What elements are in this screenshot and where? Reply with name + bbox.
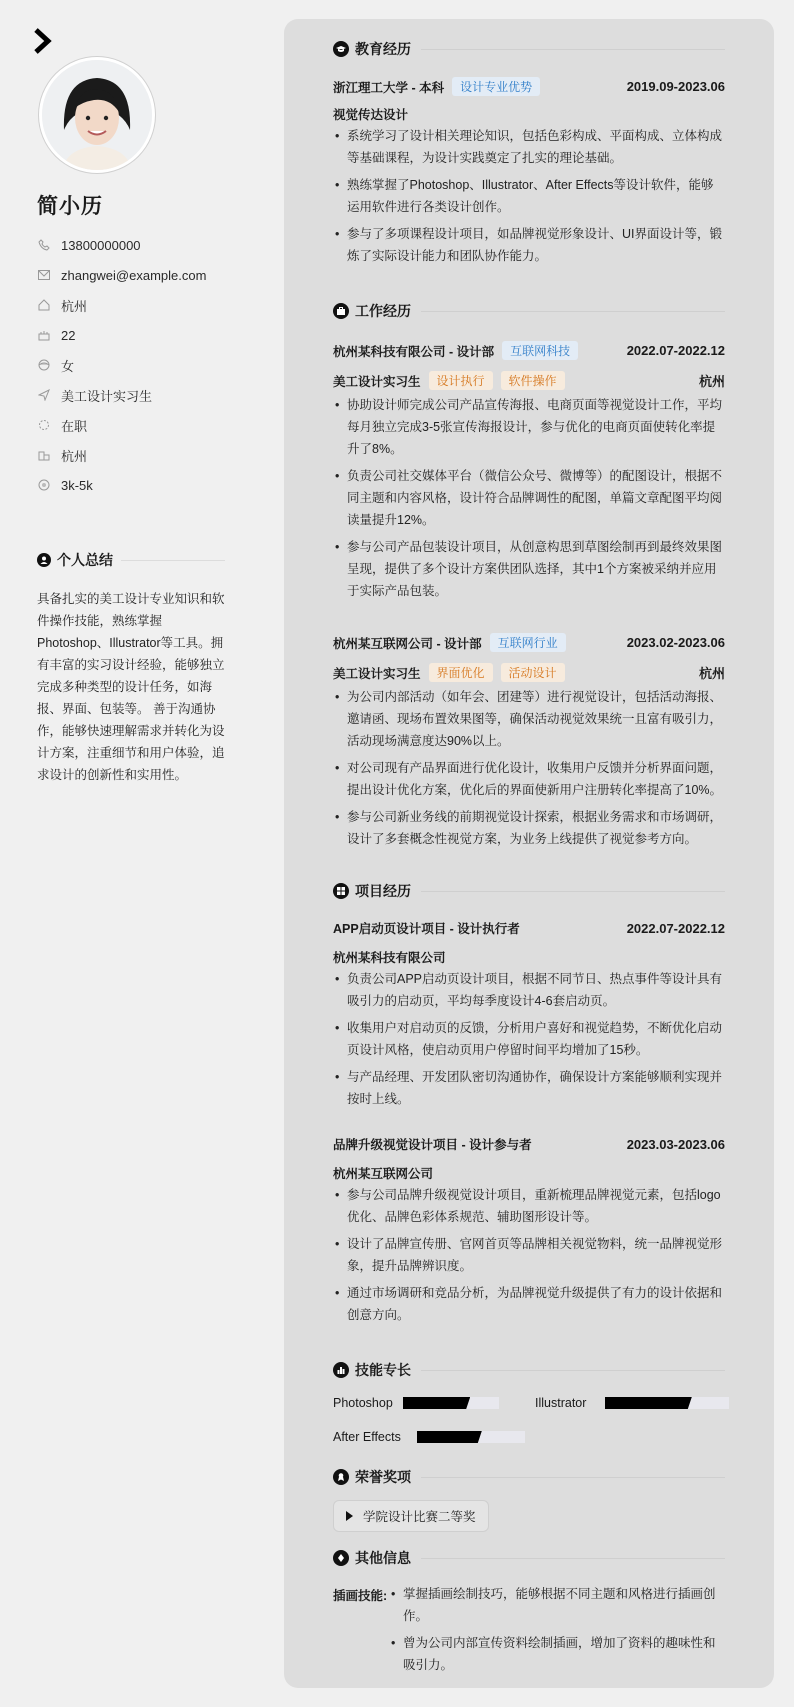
phone-icon <box>37 238 51 252</box>
info-icon <box>333 1550 349 1566</box>
list-item: • 参与公司产品包装设计项目，从创意构思到草图绘制再到最终效果图呈现，提供了多个设计方案供团队选择，其中1个方案被采纳并应用于实际产品包装。 <box>333 536 725 602</box>
job-2-role-row <box>333 663 725 682</box>
project-2-date: 2023.03-2023.06 <box>626 1136 725 1152</box>
age-icon <box>37 328 51 342</box>
divider <box>421 1370 725 1371</box>
info-position <box>37 380 206 410</box>
info-email <box>37 260 206 290</box>
info-phone <box>37 230 206 260</box>
list-item: • 通过市场调研和竞品分析，为品牌视觉升级提供了有力的设计依据和创意方向。 <box>333 1282 725 1326</box>
job-1-company: 杭州某科技有限公司 - 设计部 <box>333 344 495 359</box>
education-heading <box>333 39 725 59</box>
project-1-date: 2022.07-2022.12 <box>626 920 725 936</box>
info-home <box>37 290 206 320</box>
candidate-name: 简小历 <box>37 195 103 218</box>
education-title: 教育经历 <box>355 41 411 57</box>
job-1-header-row <box>333 341 725 360</box>
project-1-bullets <box>333 968 725 1115</box>
education-header-row <box>333 77 725 96</box>
education-tag: 设计专业优势 <box>452 77 540 96</box>
list-item: • 收集用户对启动页的反馈，分析用户喜好和视觉趋势，不断优化启动页设计风格，使启动页用户停留时间平均增加了15秒。 <box>333 1017 725 1061</box>
divider <box>121 560 225 561</box>
phone-text: 13800000000 <box>61 237 141 253</box>
work-heading <box>333 301 725 321</box>
job-2-industry-tag: 互联网行业 <box>490 633 566 652</box>
mail-icon <box>37 268 51 282</box>
skills-heading <box>333 1360 725 1380</box>
bar-chart-icon <box>333 1362 349 1378</box>
other-title: 其他信息 <box>355 1550 411 1566</box>
job-2-bullets <box>333 686 725 855</box>
job-1-role-row <box>333 371 725 390</box>
projects-heading <box>333 881 725 901</box>
project-2-company-row <box>333 1164 725 1182</box>
divider <box>421 1558 725 1559</box>
other-heading <box>333 1548 725 1568</box>
info-salary <box>37 470 206 500</box>
skill-name: Photoshop <box>333 1396 393 1410</box>
skill-bar <box>417 1431 525 1443</box>
gender-text: 女 <box>61 358 75 374</box>
skill-name: After Effects <box>333 1430 401 1444</box>
job-2-skill-tag: 活动设计 <box>501 663 565 682</box>
divider <box>421 49 725 50</box>
awards-heading <box>333 1467 725 1487</box>
projects-title: 项目经历 <box>355 883 411 899</box>
project-2-company: 杭州某互联网公司 <box>333 1167 434 1181</box>
info-gender <box>37 350 206 380</box>
skill-bar-fill <box>605 1397 692 1409</box>
list-item: • 熟练掌握了Photoshop、Illustrator、After Effects等设计软件，能够运用软件进行各类设计创作。 <box>333 174 725 218</box>
play-icon <box>346 1511 353 1521</box>
list-item: • 协助设计师完成公司产品宣传海报、电商页面等视觉设计工作，平均每月独立完成3-5张宣传海报设计，参与优化的电商页面使转化率提升了8%。 <box>333 394 725 460</box>
divider <box>421 311 725 312</box>
user-circle-icon <box>37 553 51 567</box>
graduation-cap-icon <box>333 41 349 57</box>
skill-bar-fill <box>403 1397 470 1409</box>
job-1-city: 杭州 <box>698 374 725 389</box>
list-item: • 与产品经理、开发团队密切沟通协作，确保设计方案能够顺利实现并按时上线。 <box>333 1066 725 1110</box>
job-2-company: 杭州某互联网公司 - 设计部 <box>333 636 482 651</box>
major-name: 视觉传达设计 <box>333 108 409 122</box>
awards-title: 荣誉奖项 <box>355 1469 411 1485</box>
job-1-role: 美工设计实习生 <box>333 374 421 389</box>
project-2-bullets <box>333 1184 725 1331</box>
grid-icon <box>333 883 349 899</box>
job-2-header-row <box>333 633 725 652</box>
list-item: • 参与公司品牌升级视觉设计项目，重新梳理品牌视觉元素，包括logo优化、品牌色彩体系规范、辅助图形设计等。 <box>333 1184 725 1228</box>
skill-bar <box>403 1397 499 1409</box>
job-1-skill-tag: 软件操作 <box>501 371 565 390</box>
project-1-header-row <box>333 919 725 937</box>
info-status <box>37 410 206 440</box>
work-title: 工作经历 <box>355 303 411 319</box>
info-city <box>37 440 206 470</box>
project-2-name: 品牌升级视觉设计项目 - 设计参与者 <box>333 1138 532 1152</box>
status-text: 在职 <box>61 418 88 434</box>
left-column <box>0 0 284 1707</box>
education-date: 2019.09-2023.06 <box>626 79 725 94</box>
send-icon <box>37 388 51 402</box>
project-1-company-row <box>333 948 725 966</box>
divider <box>421 891 725 892</box>
job-2-date: 2023.02-2023.06 <box>626 635 725 650</box>
age-text: 22 <box>61 327 76 343</box>
job-2-role: 美工设计实习生 <box>333 666 421 681</box>
list-item: • 为公司内部活动（如年会、团建等）进行视觉设计，包括活动海报、邀请函、现场布置效果图等，确保活动视觉效果统一且富有吸引力，活动现场满意度达90%以上。 <box>333 686 725 752</box>
status-icon <box>37 418 51 432</box>
list-item: • 掌握插画绘制技巧，能够根据不同主题和风格进行插画创作。 <box>389 1583 725 1627</box>
job-1-bullets <box>333 394 725 607</box>
email-text: zhangwei@example.com <box>61 267 207 283</box>
job-1-skill-tag: 设计执行 <box>429 371 493 390</box>
list-item: • 参与了多项课程设计项目，如品牌视觉形象设计、UI界面设计等，锻炼了实际设计能力和团队协作能力。 <box>333 223 725 267</box>
skill-photoshop <box>333 1396 499 1410</box>
job-1-date: 2022.07-2022.12 <box>626 343 725 358</box>
list-item: • 负责公司社交媒体平台（微信公众号、微博等）的配图设计，根据不同主题和内容风格，设计符合品牌调性的配图，单篇文章配图平均阅读量提升12%。 <box>333 465 725 531</box>
school-name: 浙江理工大学 - 本科 <box>333 80 445 95</box>
skill-name: Illustrator <box>535 1396 587 1410</box>
project-2-header-row <box>333 1135 725 1153</box>
job-2-city: 杭州 <box>698 666 725 681</box>
education-major-row <box>333 105 725 123</box>
avatar <box>39 57 155 173</box>
award-name: 学院设计比赛二等奖 <box>363 1510 476 1524</box>
skills-title: 技能专长 <box>355 1362 411 1378</box>
skill-bar-fill <box>417 1431 482 1443</box>
other-bullets <box>389 1583 725 1681</box>
summary-text: 具备扎实的美工设计专业知识和软件操作技能，熟练掌握Photoshop、Illustrator等工具。拥有丰富的实习设计经验，能够独立完成多种类型的设计任务，如海报、界面、包装等。 善于沟通协作，能够快速理解需求并转化为设计方案，注重细节和用户体验，追求设计的创新性和实用性。 <box>37 592 225 782</box>
salary-text: 3k-5k <box>61 477 93 493</box>
summary-heading <box>37 550 225 570</box>
project-1-company: 杭州某科技有限公司 <box>333 951 446 965</box>
award-item[interactable] <box>333 1500 489 1532</box>
home-text: 杭州 <box>61 298 88 314</box>
info-age <box>37 320 206 350</box>
skill-bar <box>605 1397 729 1409</box>
home-icon <box>37 298 51 312</box>
salary-icon <box>37 478 51 492</box>
list-item: • 对公司现有产品界面进行优化设计，收集用户反馈并分析界面问题，提出设计优化方案，优化后的界面使新用户注册转化率提高了10%。 <box>333 757 725 801</box>
right-panel <box>284 19 774 1688</box>
award-icon <box>333 1469 349 1485</box>
city-text: 杭州 <box>61 448 88 464</box>
education-bullets <box>333 125 725 272</box>
list-item: • 曾为公司内部宣传资料绘制插画，增加了资料的趣味性和吸引力。 <box>389 1632 725 1676</box>
list-item: • 系统学习了设计相关理论知识，包括色彩构成、平面构成、立体构成等基础课程，为设计实践奠定了扎实的理论基础。 <box>333 125 725 169</box>
skill-illustrator <box>535 1396 729 1410</box>
briefcase-icon <box>333 303 349 319</box>
gender-icon <box>37 358 51 372</box>
list-item: • 设计了品牌宣传册、官网首页等品牌相关视觉物料，统一品牌视觉形象，提升品牌辨识度。 <box>333 1233 725 1277</box>
city-icon <box>37 448 51 462</box>
logo-icon <box>34 28 52 59</box>
position-text: 美工设计实习生 <box>61 388 153 404</box>
summary-title: 个人总结 <box>57 552 113 568</box>
contact-info-list <box>37 230 206 500</box>
divider <box>421 1477 725 1478</box>
list-item: • 负责公司APP启动页设计项目，根据不同节日、热点事件等设计具有吸引力的启动页，平均每季度设计4-6套启动页。 <box>333 968 725 1012</box>
list-item: • 参与公司新业务线的前期视觉设计探索，根据业务需求和市场调研，设计了多套概念性视觉方案，为业务上线提供了视觉参考方向。 <box>333 806 725 850</box>
skill-after-effects <box>333 1430 525 1444</box>
other-label: 插画技能: <box>333 1589 388 1603</box>
job-1-industry-tag: 互联网科技 <box>502 341 578 360</box>
job-2-skill-tag: 界面优化 <box>429 663 493 682</box>
project-1-name: APP启动页设计项目 - 设计执行者 <box>333 922 520 936</box>
